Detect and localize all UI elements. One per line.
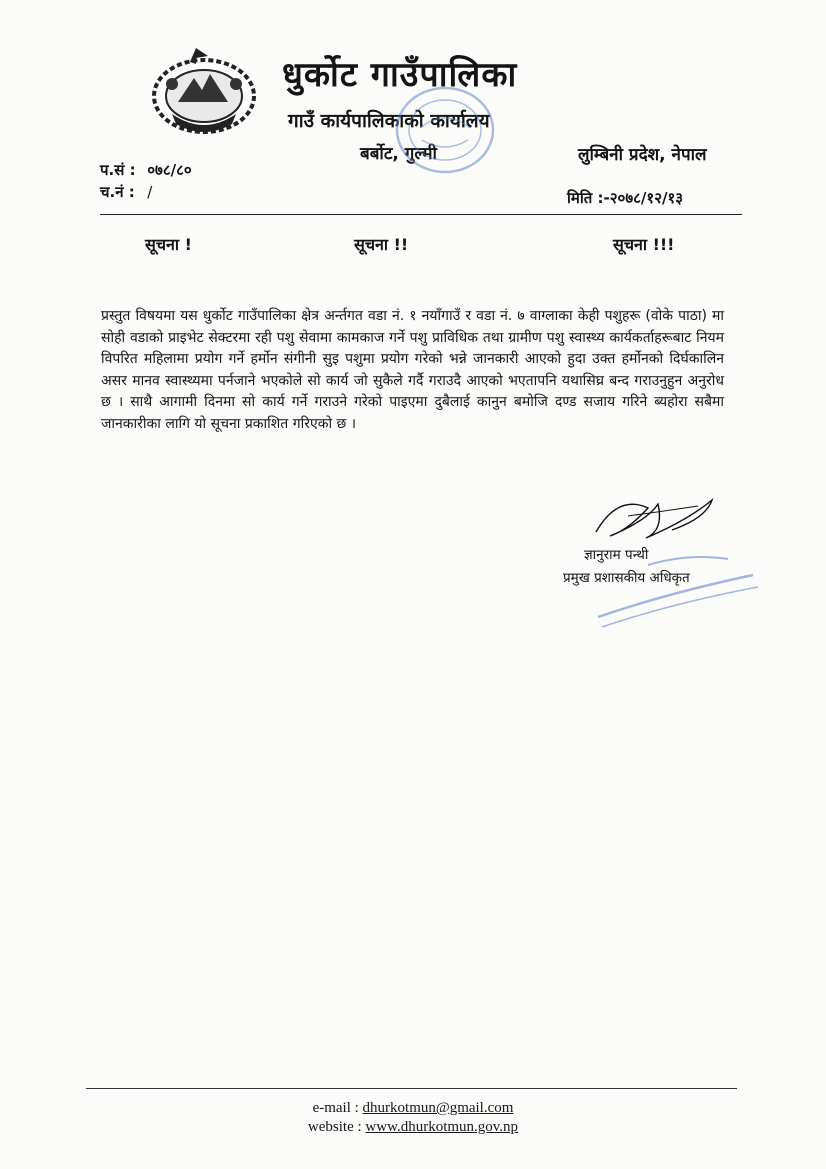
footer-divider: [86, 1088, 737, 1089]
website-link[interactable]: www.dhurkotmun.gov.np: [365, 1119, 519, 1135]
email-label: e-mail :: [312, 1100, 363, 1116]
footer-website-row: [0, 1119, 826, 1136]
ps-label: प.सं :: [100, 161, 136, 179]
website-label: website :: [307, 1119, 366, 1135]
date-label: मिति :-२०७८/१२/१३: [567, 189, 684, 207]
signatory-name: ज्ञानुराम पन्थी: [584, 547, 649, 563]
notice-heading-2: सूचना !!: [354, 235, 409, 254]
reference-number-row: [100, 160, 192, 180]
email-link[interactable]: dhurkotmun@gmail.com: [362, 1100, 514, 1116]
municipality-title: धुर्कोट गाउँपालिका: [282, 55, 518, 95]
notice-heading-3: सूचना !!!: [613, 235, 675, 254]
signature-icon: [588, 490, 718, 546]
office-stamp-icon: [390, 80, 500, 180]
office-title: गाउँ कार्यपालिकाको कार्यालय: [288, 110, 490, 132]
dispatch-number-row: [100, 182, 152, 202]
signatory-title: प्रमुख प्रशासकीय अधिकृत: [563, 570, 690, 586]
notice-body: प्रस्तुत विषयमा यस धुर्कोट गाउँपालिका क्षेत्र अर्न्तगत वडा नं. १ नयाँगाउँ र वडा नं. ७ वाग्लाका केही पशुहरू (वोके पाठा) मा सोही वडाको प्राइभेट सेक्टरमा रही पशु सेवामा कामकाज गर्ने पशु प्राविधिक तथा ग्रामीण पशु स्वास्थ्य कार्यकर्ताहरूबाट नियम विपरित महिलामा प्रयोग गर्ने हर्मोन संगीनी सुइ पशुमा प्रयोग गरेको भन्ने जानकारी आएको हुदा उक्त हर्मोनको दिर्घकालिन असर मानव स्वास्थ्यमा पर्नजाने भएकोले सो कार्य जो सुकैले गर्दै गराउदै आएको भएतापनि यथासिघ्र बन्द गराउनुहुन अनुरोध छ । साथै आगामी दिनमा सो कार्य गर्ने गराउने गरेको पाइएमा दुबैलाई कानुन बमोजि दण्ड सजाय गरिने ब्यहोरा सबैमा जानकारीका लागि यो सूचना प्रकाशित गरिएको छ ।: [101, 308, 724, 432]
footer-email-row: [0, 1100, 826, 1117]
ps-value: ०७८/८०: [147, 161, 192, 179]
header-divider: [100, 214, 742, 215]
nepal-emblem-icon: [150, 44, 258, 136]
cn-label: च.नं :: [100, 183, 135, 201]
cn-value: /: [147, 183, 153, 201]
office-address: बर्बोट, गुल्मी: [360, 144, 437, 164]
notice-heading-1: सूचना !: [145, 235, 192, 254]
province-label: लुम्बिनी प्रदेश, नेपाल: [578, 145, 707, 165]
